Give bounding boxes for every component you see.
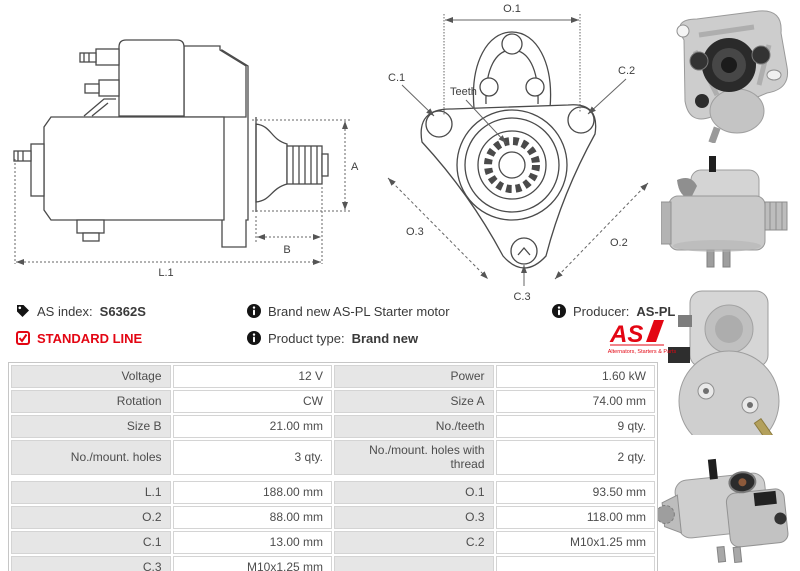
as-index-row [16, 304, 146, 318]
spec-value: 12 V [173, 365, 333, 388]
as-index-label: AS index: [37, 303, 93, 319]
dim-label-o1: O.1 [503, 3, 521, 15]
starter-front-outline [421, 32, 596, 268]
table-row [11, 506, 655, 529]
dim-label-teeth: Teeth [450, 86, 477, 98]
product-type-value: Brand new [351, 330, 419, 346]
product-type-row [247, 331, 418, 345]
spec-table [8, 362, 658, 571]
table-row [11, 440, 655, 475]
spec-label: Size B [11, 415, 171, 438]
spec-label: Voltage [11, 365, 171, 388]
spec-label: O.3 [334, 506, 494, 529]
table-row [11, 556, 655, 571]
dim-label-o2: O.2 [610, 237, 628, 249]
spec-value: 1.60 kW [496, 365, 656, 388]
product-photo-front-flange[interactable] [659, 5, 796, 143]
dim-label-c1: C.1 [388, 72, 406, 84]
brand-new-text: Brand new AS-PL Starter motor [268, 303, 450, 319]
spec-label: L.1 [11, 481, 171, 504]
spec-value: M10x1.25 mm [496, 531, 656, 554]
tag-icon [16, 304, 30, 318]
spec-value: 9 qty. [496, 415, 656, 438]
spec-value: CW [173, 390, 333, 413]
brand-logo-text: AS [610, 321, 644, 348]
spec-value: 74.00 mm [496, 390, 656, 413]
spec-label: O.2 [11, 506, 171, 529]
spec-value [496, 556, 656, 571]
dim-label-a: A [351, 161, 359, 173]
spec-label: Power [334, 365, 494, 388]
spec-label: No./teeth [334, 415, 494, 438]
spec-label: C.2 [334, 531, 494, 554]
spec-label [334, 556, 494, 571]
spec-label: No./mount. holes with thread [334, 440, 494, 475]
product-photo-solenoid-top[interactable] [660, 287, 798, 435]
spec-label: O.1 [334, 481, 494, 504]
dim-label-o3: O.3 [406, 226, 424, 238]
spec-label: Size A [334, 390, 494, 413]
standard-line-label: STANDARD LINE [37, 330, 143, 346]
dim-label-l1: L.1 [158, 267, 174, 279]
side-view-drawing[interactable] [4, 4, 360, 292]
spec-label: C.3 [11, 556, 171, 571]
product-photo-side-profile[interactable] [661, 146, 797, 284]
producer-value: AS-PL [636, 303, 676, 319]
table-row [11, 481, 655, 504]
front-view-drawing[interactable] [362, 2, 664, 304]
info-icon [247, 331, 261, 345]
table-row [11, 415, 655, 438]
dim-label-c3: C.3 [513, 291, 531, 303]
spec-label: No./mount. holes [11, 440, 171, 475]
dim-label-c2: C.2 [618, 65, 636, 77]
spec-label: Rotation [11, 390, 171, 413]
producer-label: Producer: [573, 303, 630, 319]
table-row [11, 365, 655, 388]
info-icon [552, 304, 566, 318]
product-photo-rear-angle[interactable] [657, 438, 799, 566]
starter-side-outline [14, 40, 328, 247]
brand-logo-tagline: Alternators, Starters & Parts [607, 349, 677, 355]
spec-value: 2 qty. [496, 440, 656, 475]
brand-logo [596, 318, 688, 356]
table-group-gap [11, 477, 655, 479]
brand-new-row [247, 304, 450, 318]
spec-value: 21.00 mm [173, 415, 333, 438]
info-icon [247, 304, 261, 318]
standard-line-row [16, 331, 142, 345]
producer-row [552, 304, 675, 318]
table-row [11, 390, 655, 413]
spec-value: 88.00 mm [173, 506, 333, 529]
spec-value: 188.00 mm [173, 481, 333, 504]
table-row [11, 531, 655, 554]
spec-value: 3 qty. [173, 440, 333, 475]
spec-label: C.1 [11, 531, 171, 554]
spec-value: 13.00 mm [173, 531, 333, 554]
product-type-label: Product type: [268, 330, 345, 346]
spec-value: 118.00 mm [496, 506, 656, 529]
spec-value: 93.50 mm [496, 481, 656, 504]
spec-value: M10x1.25 mm [173, 556, 333, 571]
as-index-value: S6362S [99, 303, 146, 319]
checkbox-icon [16, 331, 30, 345]
dim-label-b: B [283, 244, 291, 256]
